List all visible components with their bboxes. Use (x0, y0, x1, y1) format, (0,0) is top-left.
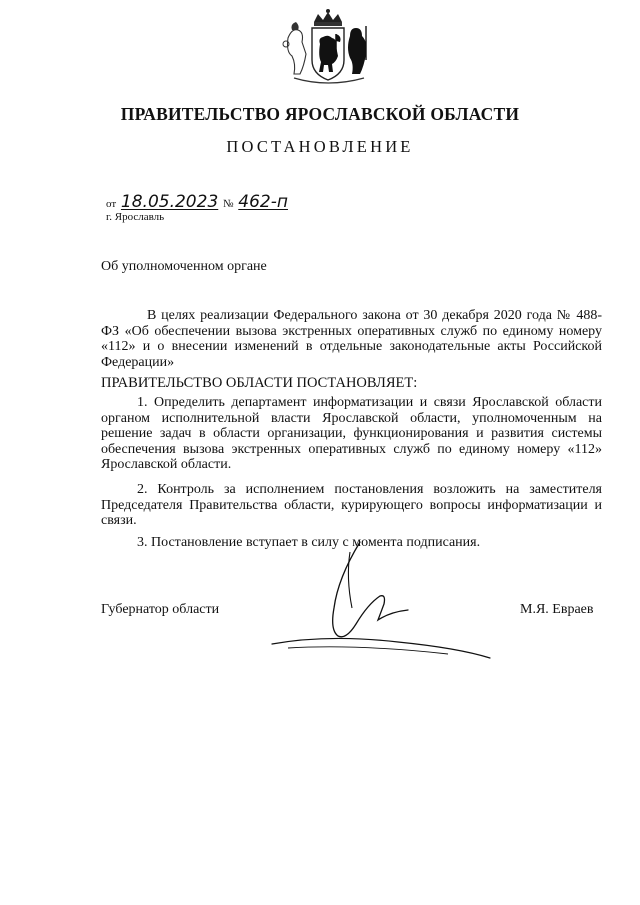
signatory-title: Губернатор области (101, 602, 220, 617)
item-2-paragraph: 2. Контроль за исполнением постановления возложить на заместителя Председателя Правительства области, курирующего вопросы информатизации и связи. (101, 482, 602, 529)
number-prefix: № (223, 198, 234, 210)
document-type: ПОСТАНОВЛЕНИЕ (226, 137, 414, 156)
date-prefix: от (106, 198, 117, 210)
preamble-paragraph: В целях реализации Федерального закона от 30 декабря 2020 года № 488-ФЗ «Об обеспечении вызова экстренных оперативных служб по единому номеру «112» и о внесении изменений в отдельные законодательные акты Российской Федерации» (101, 308, 602, 370)
government-title: ПРАВИТЕЛЬСТВО ЯРОСЛАВСКОЙ ОБЛАСТИ (120, 104, 520, 124)
signatory-name: М.Я. Евраев (520, 602, 594, 617)
city: г. Ярославль (106, 211, 165, 223)
document-date: 18.05.2023 (120, 192, 219, 212)
coat-of-arms-icon (278, 8, 378, 92)
document-subject: Об уполномоченном органе (101, 259, 267, 274)
handwritten-signature (268, 538, 498, 668)
document-number: 462-п (238, 192, 288, 212)
item-3-paragraph: 3. Постановление вступает в силу с момента подписания. (137, 535, 481, 550)
resolves-heading: ПРАВИТЕЛЬСТВО ОБЛАСТИ ПОСТАНОВЛЯЕТ: (101, 375, 418, 391)
date-number-line (106, 192, 290, 212)
item-1-paragraph: 1. Определить департамент информатизации и связи Ярославской области органом исполнительной власти Ярославской области, уполномоченным на решение задач в области организации, функционирования и развития системы обеспечения вызова экстренных оперативных служб по единому номеру «112» Ярославской области. (101, 395, 602, 473)
